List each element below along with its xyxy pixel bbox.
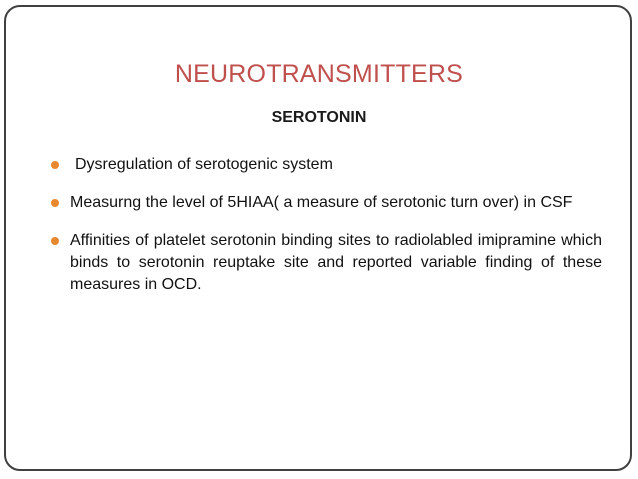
bullet-text: Measurng the level of 5HIAA( a measure of serotonic turn over) in CSF — [70, 194, 573, 211]
bullet-dot-icon — [51, 199, 59, 207]
bullet-dot-icon — [51, 161, 59, 169]
bullet-dot-icon — [51, 237, 59, 245]
bullet-item-5hiaa — [70, 192, 602, 214]
bullet-list — [70, 154, 602, 312]
slide-subtitle: SEROTONIN — [271, 109, 367, 126]
bullet-item-platelet-affinities — [70, 230, 602, 296]
slide-title: NEUROTRANSMITTERS — [174, 60, 464, 88]
bullet-text: Dysregulation of serotogenic system — [75, 156, 333, 173]
bullet-item-dysregulation — [70, 154, 602, 176]
bullet-text: Affinities of platelet serotonin binding sites to radiolabled imipramine which binds to serotonin reuptake site and reported variable finding of these measures in OCD. — [70, 232, 602, 293]
